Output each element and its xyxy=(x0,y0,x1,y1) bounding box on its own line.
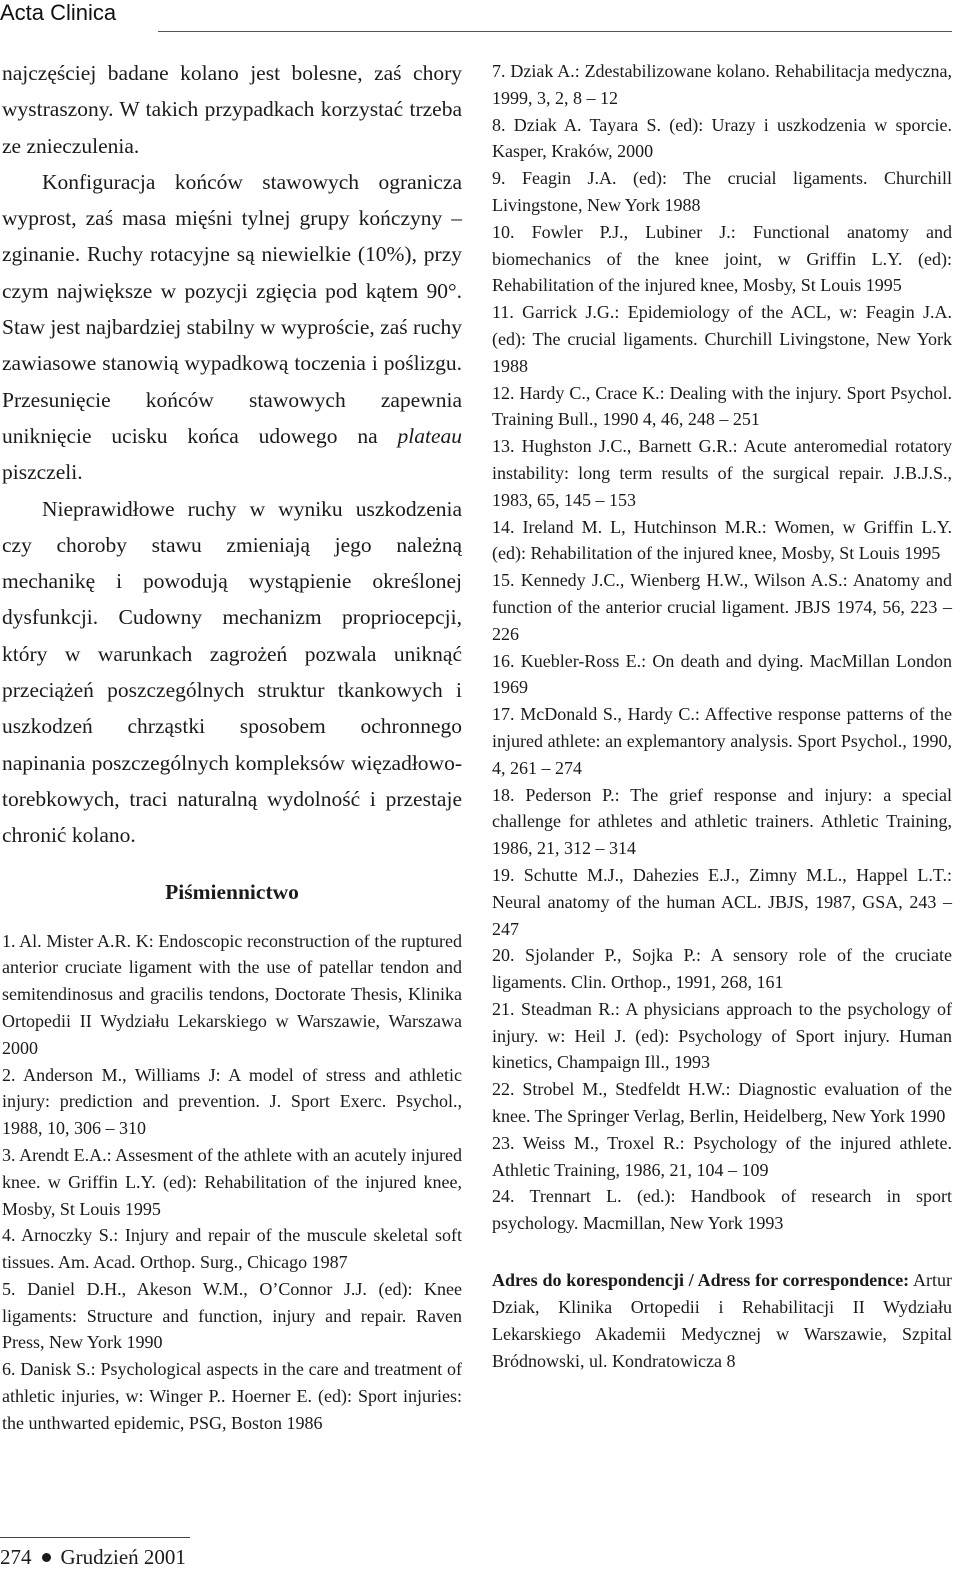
reference-item: 13. Hughston J.C., Barnett G.R.: Acute anteromedial rotatory instability: long term results of the surgical repair. J.B.J.S., 1983, 65, 145 – 153 xyxy=(492,436,952,510)
reference-item: 24. Trennart L. (ed.): Handbook of research in sport psychology. Macmillan, New York 1993 xyxy=(492,1186,952,1234)
header-rule xyxy=(158,31,952,32)
left-column xyxy=(2,55,462,1437)
reference-item: 7. Dziak A.: Zdestabilizowane kolano. Rehabilitacja medyczna, 1999, 3, 2, 8 – 12 xyxy=(492,61,952,108)
italic-term: plateau xyxy=(397,423,462,448)
reference-item: 15. Kennedy J.C., Wienberg H.W., Wilson A.S.: Anatomy and function of the anterior crucial ligament. JBJS 1974, 56, 223 – 226 xyxy=(492,570,952,644)
reference-item: 9. Feagin J.A. (ed): The crucial ligaments. Churchill Livingstone, New York 1988 xyxy=(492,168,952,215)
body-paragraph-3: Nieprawidłowe ruchy w wyniku uszkodzenia czy choroby stawu zmieniają jego należną mechanikę i powodują wystąpienie określonej dysfunkcji. Cudowny mechanizm propriocepcji, który w warunkach zagrożeń pozwala uniknąć przeciążeń poszczególnych struktur tkankowych i uszkodzeń chrząstki sposobem ochronnego napinania poszczególnych kompleksów więzadłowo-torebkowych, traci naturalną wydolność i przestaje chronić kolano. xyxy=(2,496,462,848)
correspondence-text: Artur Dziak, Klinika Ortopedii i Rehabilitacji II Wydziału Lekarskiego Akademii Medycznej w Warszawie, Szpital Bródnowski, ul. Kondratowicza 8 xyxy=(492,1270,952,1372)
reference-item: 19. Schutte M.J., Dahezies E.J., Zimny M.L., Happel L.T.: Neural anatomy of the human ACL. JBJS, 1987, GSA, 243 – 247 xyxy=(492,864,952,939)
reference-item: 1. Al. Mister A.R. K: Endoscopic reconstruction of the ruptured anterior cruciate ligament with the use of patellar tendon and semitendinosus and gracilis tendons, Doctorate Thesis, Klinika Ortopedii II Wydziału Lekarskiego w Warszawie, Warszawa 2000 xyxy=(2,930,462,1058)
bullet-separator xyxy=(42,1553,51,1562)
reference-item: 20. Sjolander P., Sojka P.: A sensory role of the cruciate ligaments. Clin. Orthop., 1991, 268, 161 xyxy=(492,945,952,993)
footer-rule xyxy=(0,1537,190,1538)
reference-item: 3. Arendt E.A.: Assesment of the athlete with an acutely injured knee. w Griffin L.Y. (ed): Rehabilitation of the injured knee, Mosby, St Louis 1995 xyxy=(2,1144,462,1219)
page-footer xyxy=(0,1544,186,1570)
body-paragraph-1: najczęściej badane kolano jest bolesne, zaś chory wystraszony. W takich przypadkach korzystać trzeba ze znieczulenia. xyxy=(2,61,462,158)
reference-item: 23. Weiss M., Troxel R.: Psychology of the injured athlete. Athletic Training, 1986, 21, 104 – 109 xyxy=(492,1132,952,1180)
reference-list-left xyxy=(2,928,462,1437)
body-paragraph-2 xyxy=(2,164,462,491)
reference-item: 10. Fowler P.J., Lubiner J.: Functional anatomy and biomechanics of the knee joint, w Griffin L.Y. (ed): Rehabilitation of the injured knee, Mosby, St Louis 1995 xyxy=(492,221,952,296)
reference-item: 5. Daniel D.H., Akeson W.M., O’Connor J.J. (ed): Knee ligaments: Structure and function, injury and repair. Raven Press, New York 1990 xyxy=(2,1278,462,1353)
paragraph-text-end: piszczeli. xyxy=(2,460,83,485)
issue-date: Grudzień 2001 xyxy=(60,1545,186,1569)
correspondence-address xyxy=(492,1267,952,1375)
paragraph-text: Konfiguracja końców stawowych ogranicza wyprost, zaś masa mięśni tylnej grupy kończyny – zginanie. Ruchy rotacyjne są niewielkie (10%), przy czym największe w pozycji zgięcia pod kątem 90°. Staw jest najbardziej stabilny w wyproście, zaś ruchy zawiasowe stanowią wypadkową toczenia i poślizgu. Przesunięcie końców stawowych zapewnia uniknięcie ucisku końca udowego na xyxy=(2,169,462,448)
reference-item: 6. Danisk S.: Psychological aspects in the care and treatment of athletic injuries, w: Winger P.. Hoerner E. (ed): Sport injuries: the unthwarted epidemic, PSG, Boston 1986 xyxy=(2,1359,462,1433)
reference-item: 14. Ireland M. L, Hutchinson M.R.: Women, w Griffin L.Y. (ed): Rehabilitation of the injured knee, Mosby, St Louis 1995 xyxy=(492,516,952,564)
reference-item: 2. Anderson M., Williams J: A model of stress and athletic injury: prediction and prevention. J. Sport Exerc. Psychol., 1988, 10, 306 – 310 xyxy=(2,1064,462,1139)
reference-item: 21. Steadman R.: A physicians approach to the psychology of injury. w: Heil J. (ed): Psychology of Sport injury. Human kinetics, Champaign Ill., 1993 xyxy=(492,998,952,1073)
reference-item: 18. Pederson P.: The grief response and injury: a special challenge for athletes and athletic trainers. Athletic Training, 1986, 21, 312 – 314 xyxy=(492,784,952,859)
reference-item: 16. Kuebler-Ross E.: On death and dying. MacMillan London 1969 xyxy=(492,650,952,698)
right-column xyxy=(492,58,952,1375)
reference-item: 17. McDonald S., Hardy C.: Affective response patterns of the injured athlete: an explemantory analysis. Sport Psychol., 1990, 4, 261 – 274 xyxy=(492,704,952,778)
reference-list-right xyxy=(492,58,952,1237)
correspondence-label: Adres do korespondencji / Adress for correspondence: xyxy=(492,1270,910,1291)
page-number: 274 xyxy=(0,1545,32,1569)
reference-item: 22. Strobel M., Stedfeldt H.W.: Diagnostic evaluation of the knee. The Springer Verlag, Berlin, Heidelberg, New York 1990 xyxy=(492,1079,952,1127)
reference-item: 11. Garrick J.G.: Epidemiology of the ACL, w: Feagin J.A. (ed): The crucial ligaments. Churchill Livingstone, New York 1988 xyxy=(492,302,952,376)
reference-item: 4. Arnoczky S.: Injury and repair of the muscule skeletal soft tissues. Am. Acad. Orthop. Surg., Chicago 1987 xyxy=(2,1225,462,1273)
reference-item: 12. Hardy C., Crace K.: Dealing with the injury. Sport Psychol. Training Bull., 1990 4, 46, 248 – 251 xyxy=(492,382,952,430)
journal-title: Acta Clinica xyxy=(0,0,117,25)
references-heading: Piśmiennictwo xyxy=(165,879,299,904)
reference-item: 8. Dziak A. Tayara S. (ed): Urazy i uszkodzenia w sporcie. Kasper, Kraków, 2000 xyxy=(492,114,952,162)
